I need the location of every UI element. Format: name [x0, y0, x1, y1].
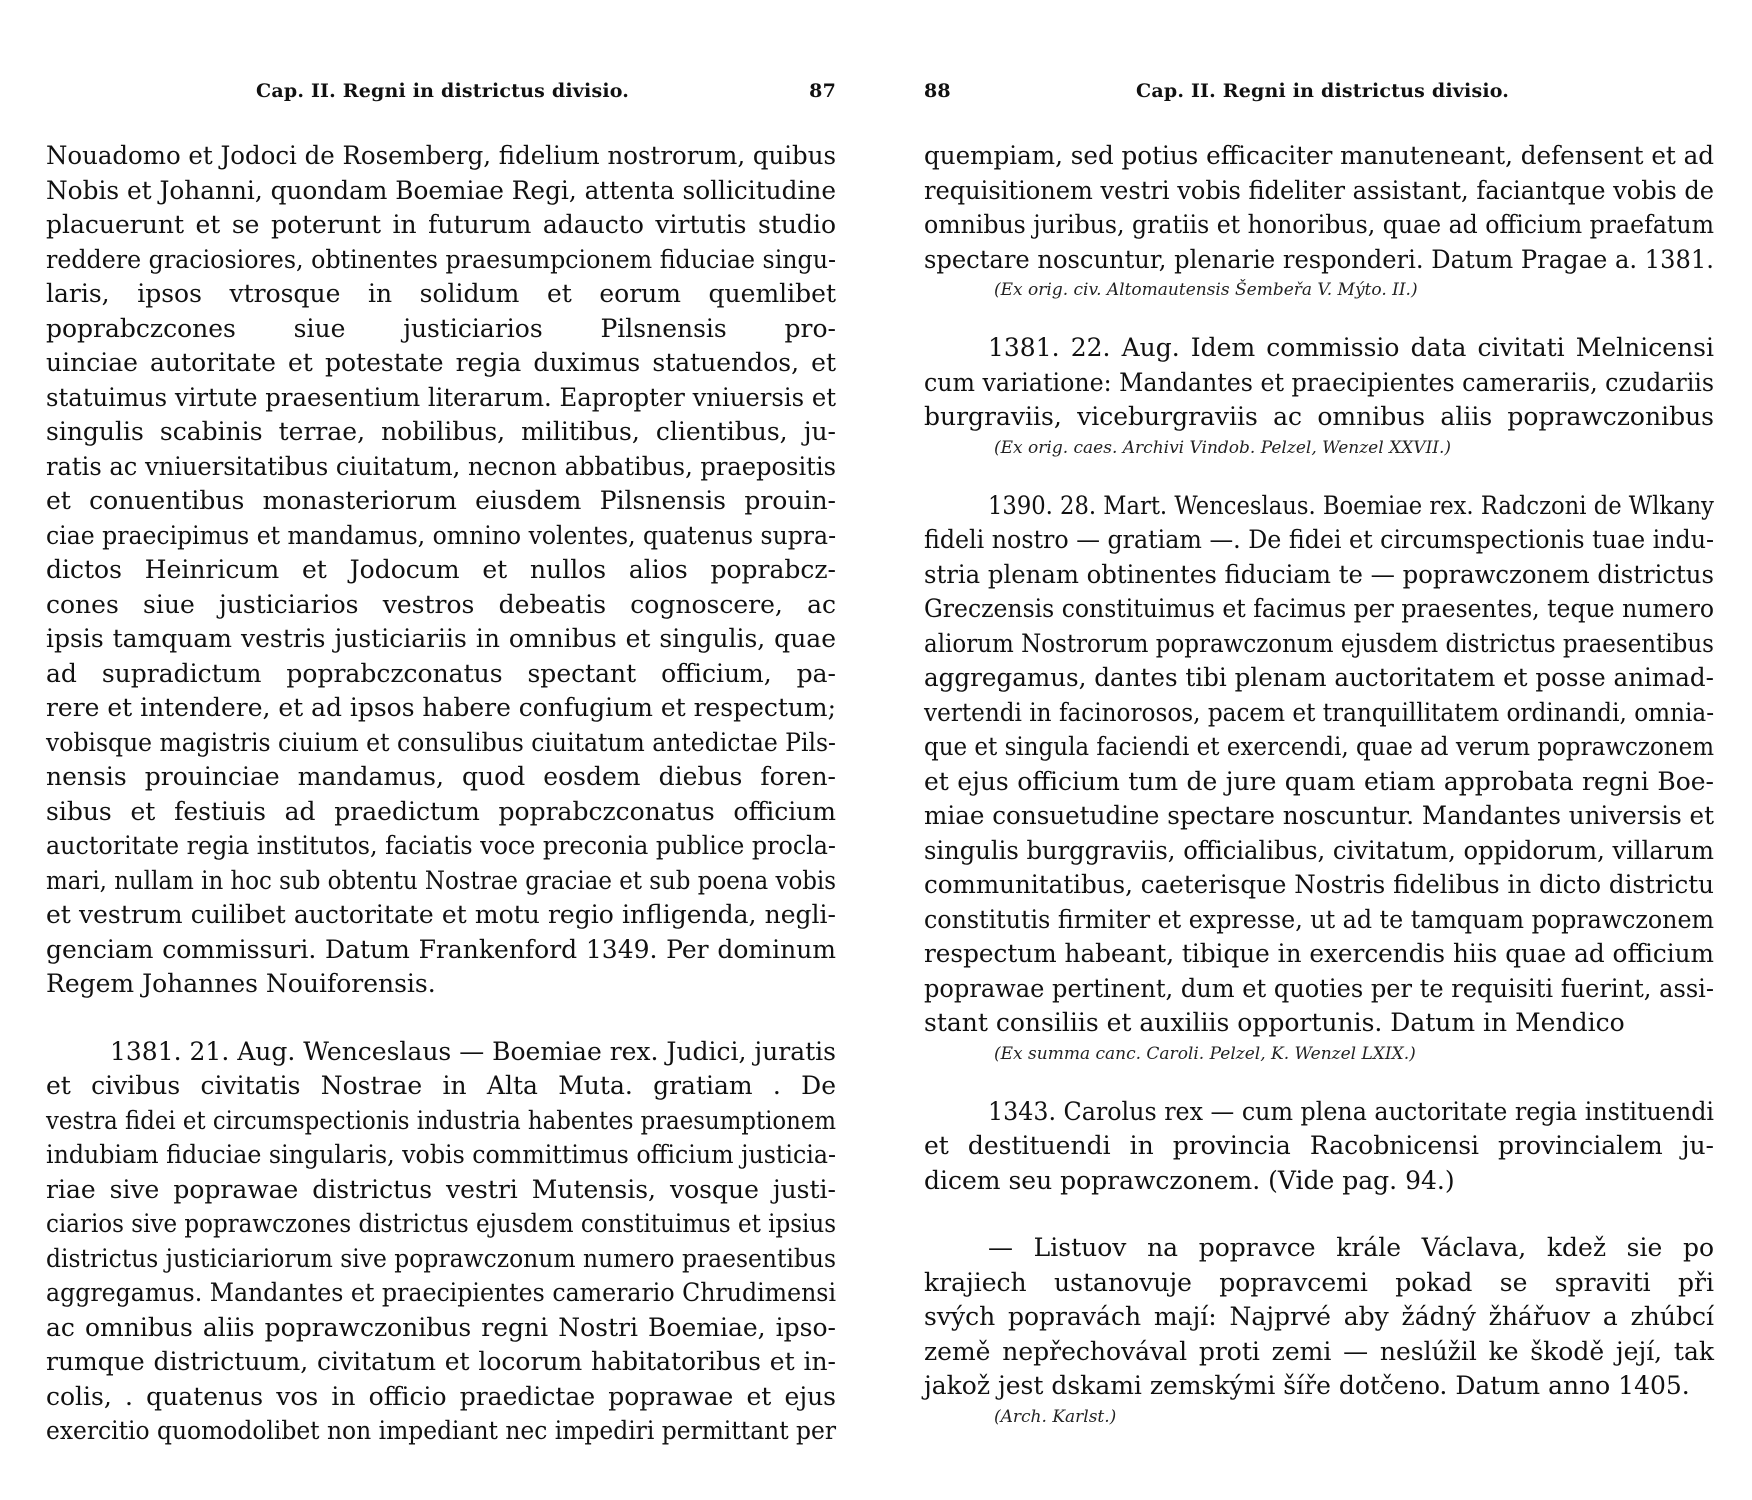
text-paragraph	[924, 1095, 1714, 1199]
text-line: uinciae autoritate et potestate regia duximus statuendos, et	[46, 348, 836, 377]
text-line: aggregamus. Mandantes et praecipientes camerario Chrudimensi	[46, 1278, 837, 1307]
text-line: Nouadomo et Jodoci de Rosemberg, fidelium nostrorum, quibus	[46, 141, 836, 170]
source-citation: (Ex orig. caes. Archivi Vindob. Pelzel, Wenzel XXVII.)	[994, 437, 1452, 458]
text-line: ipsis tamquam vestris justiciariis in omnibus et singulis, quae	[46, 624, 836, 653]
source-citation: (Ex orig. civ. Altomautensis Šembeřa V. Mýto. II.)	[994, 280, 1418, 300]
right-page-header	[924, 80, 1714, 110]
text-line: statuimus virtute praesentium literarum. Eapropter vniuersis et	[46, 382, 837, 412]
text-line: ac omnibus aliis poprawczonibus regni Nostri Boemiae, ipso-	[46, 1312, 836, 1342]
text-line: communitatibus, caeterisque Nostris fidelibus in dicto districtu	[924, 870, 1714, 899]
text-line: cum variatione: Mandantes et praecipientes camerariis, czudariis	[924, 367, 1715, 397]
text-line: poprabczcones siue justiciarios Pilsnensis pro-	[46, 313, 836, 343]
text-line: auctoritate regia institutos, faciatis voce preconia publice procla-	[46, 831, 836, 860]
text-paragraph	[46, 139, 836, 1002]
text-line: quempiam, sed potius efficaciter manuteneant, defensent et ad	[924, 141, 1715, 170]
text-line: singulis scabinis terrae, nobilibus, militibus, clientibus, ju-	[46, 417, 836, 446]
text-line: ratis ac vniuersitatibus ciuitatum, necnon abbatibus, praepositis	[46, 451, 836, 481]
text-line: burgraviis, viceburgraviis ac omnibus aliis poprawczonibus	[924, 402, 1714, 431]
text-line: sibus et festiuis ad praedictum poprabczconatus officium	[46, 796, 836, 826]
running-head: Cap. II. Regni in districtus divisio.	[1136, 80, 1510, 102]
right-page	[924, 0, 1714, 1428]
text-line: constitutis firmiter et expresse, ut ad te tamquam poprawczonem	[924, 904, 1715, 934]
text-line: vestra fidei et circumspectionis industria habentes praesumptionem	[46, 1105, 836, 1135]
text-paragraph	[46, 1035, 836, 1449]
text-line: stant consiliis et auxiliis opportunis. Datum in Mendico	[924, 1008, 1625, 1037]
left-page-body	[46, 139, 836, 1449]
text-line: vertendi in facinorosos, pacem et tranquillitatem ordinandi, omnia-	[924, 697, 1715, 727]
text-line: 1390. 28. Mart. Wenceslaus. Boemiae rex. Radczoni de Wlkany	[988, 490, 1714, 520]
text-line: respectum habeant, tibique in exercendis hiis quae ad officium	[924, 939, 1714, 968]
text-line: exercitio quomodolibet non impediant nec impediri permittant per	[46, 1416, 837, 1445]
text-line: vobisque magistris ciuium et consulibus ciuitatum antedictae Pils-	[46, 727, 836, 757]
right-page-body	[924, 139, 1714, 1428]
text-line: — Listuov na popravce krále Václava, kdež sie po	[988, 1233, 1714, 1262]
text-line: aliorum Nostrorum poprawczonum ejusdem districtus praesentibus	[924, 628, 1714, 658]
text-line: svých popravách mají: Najprvé aby žádný žhářuov a zhúbcí	[924, 1302, 1714, 1331]
text-line: poprawae pertinent, dum et quoties per te requisiti fuerint, assi-	[924, 973, 1715, 1003]
text-line: jakož jest dskami zemskými šíře dotčeno. Datum anno 1405.	[924, 1371, 1690, 1400]
text-line: ciarios sive poprawczones districtus ejusdem constituimus et ipsius	[46, 1209, 837, 1238]
text-line: Regem Johannes Nouiforensis.	[46, 969, 436, 998]
left-page	[46, 0, 836, 1449]
text-line: nensis prouinciae mandamus, quod eosdem diebus foren-	[46, 762, 836, 791]
text-line: miae consuetudine spectare noscuntur. Mandantes universis et	[924, 801, 1714, 830]
text-line: ad supradictum poprabczconatus spectant officium, pa-	[46, 658, 836, 688]
text-line: districtus justiciariorum sive poprawczonum numero praesentibus	[46, 1243, 836, 1273]
text-line: omnibus juribus, gratiis et honoribus, quae ad officium praefatum	[924, 210, 1714, 239]
text-line: rere et intendere, et ad ipsos habere confugium et respectum;	[46, 693, 837, 722]
text-line: et civibus civitatis Nostrae in Alta Muta. gratiam . De	[46, 1071, 836, 1100]
text-line: mari, nullam in hoc sub obtentu Nostrae graciae et sub poena vobis	[46, 865, 837, 895]
text-line: 1381. 22. Aug. Idem commissio data civitati Melnicensi	[988, 333, 1714, 362]
text-line: requisitionem vestri vobis fideliter assistant, faciantque vobis de	[924, 175, 1714, 205]
text-paragraph	[924, 489, 1714, 1041]
text-line: dictos Heinricum et Jodocum et nullos alios poprabcz-	[46, 555, 836, 584]
text-line: dicem seu poprawczonem. (Vide pag. 94.)	[924, 1165, 1455, 1195]
running-head: Cap. II. Regni in districtus divisio.	[256, 80, 630, 102]
text-line: et conuentibus monasteriorum eiusdem Pilsnensis prouin-	[46, 486, 836, 515]
text-line: Greczensis constituimus et facimus per praesentes, teque numero	[924, 594, 1714, 623]
text-line: stria plenam obtinentes fiduciam te — poprawczonem districtus	[924, 559, 1714, 589]
text-line: et ejus officium tum de jure quam etiam approbata regni Boe-	[924, 766, 1714, 796]
source-citation: (Arch. Karlst.)	[994, 1406, 1117, 1427]
text-line: singulis burggraviis, officialibus, civitatum, oppidorum, villarum	[924, 835, 1714, 865]
page-number: 87	[809, 80, 836, 102]
text-line: země nepřechovával proti zemi — neslúžil ke škodě její, tak	[924, 1336, 1714, 1366]
text-line: spectare noscuntur, plenarie responderi. Datum Pragae a. 1381.	[924, 244, 1714, 274]
text-paragraph	[924, 139, 1714, 277]
text-line: ciae praecipimus et mandamus, omnino volentes, quatenus supra-	[46, 520, 837, 550]
left-page-header	[46, 80, 836, 110]
text-line: genciam commissuri. Datum Frankenford 1349. Per dominum	[46, 934, 836, 964]
text-line: que et singula faciendi et exercendi, quae ad verum poprawczonem	[924, 732, 1715, 761]
text-line: 1343. Carolus rex — cum plena auctoritate regia instituendi	[988, 1096, 1715, 1126]
text-line: rumque districtuum, civitatum et locorum habitatoribus et in-	[46, 1347, 836, 1376]
text-line: laris, ipsos vtrosque in solidum et eorum quemlibet	[46, 279, 836, 308]
text-line: et vestrum cuilibet auctoritate et motu regio infligenda, negli-	[46, 900, 836, 929]
text-line: krajiech ustanovuje popravcemi pokad se spraviti při	[924, 1267, 1714, 1297]
text-paragraph	[924, 1231, 1714, 1404]
text-paragraph	[924, 331, 1714, 435]
page-number: 88	[924, 80, 951, 102]
text-line: cones siue justiciarios vestros debeatis cognoscere, ac	[46, 589, 836, 619]
text-line: riae sive poprawae districtus vestri Mutensis, vosque justi-	[46, 1174, 836, 1204]
text-line: et destituendi in provincia Racobnicensi provincialem ju-	[924, 1131, 1714, 1160]
text-line: placuerunt et se poterunt in futurum adaucto virtutis studio	[46, 210, 836, 239]
source-citation: (Ex summa canc. Caroli. Pelzel, K. Wenzel LXIX.)	[994, 1043, 1416, 1064]
text-line: 1381. 21. Aug. Wenceslaus — Boemiae rex. Judici, juratis	[110, 1036, 837, 1066]
text-line: colis, . quatenus vos in officio praedictae poprawae et ejus	[46, 1381, 836, 1411]
text-line: reddere graciosiores, obtinentes praesumpcionem fiduciae singu-	[46, 244, 837, 274]
text-line: fideli nostro — gratiam —. De fidei et circumspectionis tuae indu-	[924, 525, 1715, 554]
text-line: indubiam fiduciae singularis, vobis committimus officium justicia-	[46, 1140, 836, 1169]
text-line: Nobis et Johanni, quondam Boemiae Regi, attenta sollicitudine	[46, 175, 837, 205]
text-line: aggregamus, dantes tibi plenam auctoritatem et posse animad-	[924, 663, 1714, 692]
